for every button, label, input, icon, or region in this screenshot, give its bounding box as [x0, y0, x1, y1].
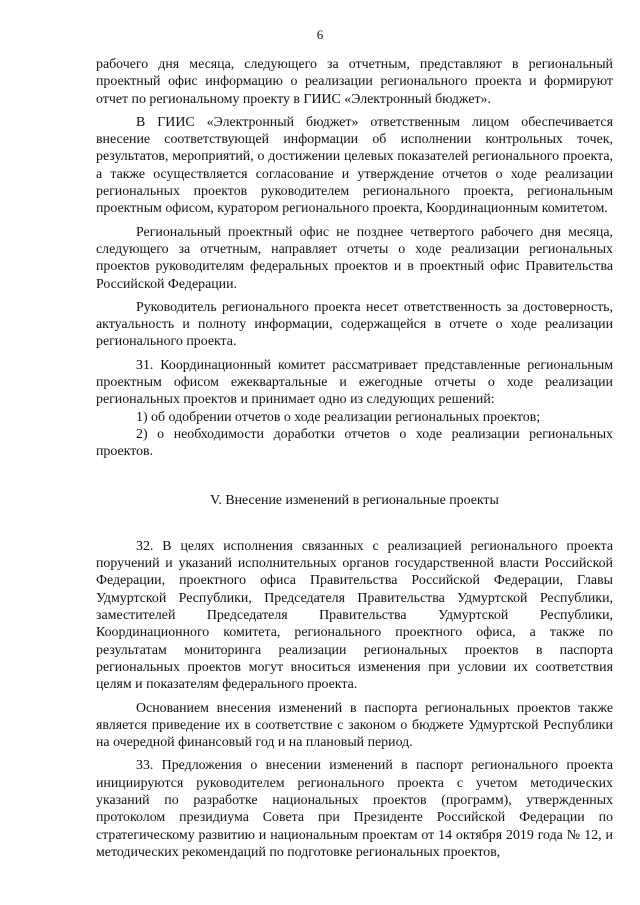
paragraph-item-31: 31. Координационный комитет рассматривает представленные региональным проектным офисом ежеквартальные и ежегодные отчеты о ходе реализации региональных проектов и принимает одно из следующих решений:: [96, 357, 613, 408]
paragraph-continuation: рабочего дня месяца, следующего за отчетным, представляют в региональный проектный офис информацию о реализации регионального проекта и формируют отчет по региональному проекту в ГИИС «Электронный бюджет».: [96, 57, 613, 107]
paragraph-project-head-responsibility: Руководитель регионального проекта несет ответственность за достоверность, актуальность и полноту информации, содержащейся в отчете о ходе реализации регионального проекта.: [96, 299, 613, 350]
document-body: [96, 56, 613, 861]
paragraph-item-31-option-1: 1) об одобрении отчетов о ходе реализации региональных проектов;: [136, 409, 541, 425]
page-number: 6: [316, 27, 324, 42]
section-heading: V. Внесение изменений в региональные проекты: [210, 492, 499, 508]
paragraph-item-32: 32. В целях исполнения связанных с реализацией регионального проекта поручений и указаний исполнительных органов государственной власти Российской Федерации, проектного офиса Правительства Российской Федерации, Главы Удмуртской Республики, Председателя Правительства Удмуртской Республики, заместителей Председателя Правительства Удмуртской Республики, Координационного комитета, регионального проектного офиса, а также по результатам мониторинга реализации региональных проектов в паспорта региональных проектов могут вноситься изменения при условии их соответствия целям и показателям федерального проекта.: [96, 538, 613, 693]
paragraph-giis-responsible: В ГИИС «Электронный бюджет» ответственным лицом обеспечивается внесение соответствующей информации об исполнении контрольных точек, результатов, мероприятий, о достижении целевых показателей регионального проекта, а также осуществляется согласование и утверждение отчетов о ходе реализации региональных проектов руководителем регионального проекта, региональным проектным офисом, куратором регионального проекта, Координационным комитетом.: [96, 114, 613, 217]
paragraph-item-33: 33. Предложения о внесении изменений в паспорт регионального проекта инициируются руководителем регионального проекта с учетом методических указаний по разработке национальных проектов (программ), утвержденных протоколом президиума Совета при Президенте Российской Федерации по стратегическому развитию и национальным проектам от 14 октября 2019 года № 12, и методических рекомендаций по подготовке региональных проектов,: [96, 758, 613, 860]
paragraph-item-31-option-2: 2) о необходимости доработки отчетов о ходе реализации региональных проектов.: [96, 426, 613, 460]
paragraph-regional-office-reports: Региональный проектный офис не позднее четвертого рабочего дня месяца, следующего за отчетным, направляет отчеты о ходе реализации региональных проектов руководителям федеральных проектов и в проектный офис Правительства Российской Федерации.: [96, 224, 613, 292]
paragraph-changes-basis: Основанием внесения изменений в паспорта региональных проектов также является приведение их в соответствие с законом о бюджете Удмуртской Республики на очередной финансовый год и на плановый период.: [96, 700, 613, 751]
